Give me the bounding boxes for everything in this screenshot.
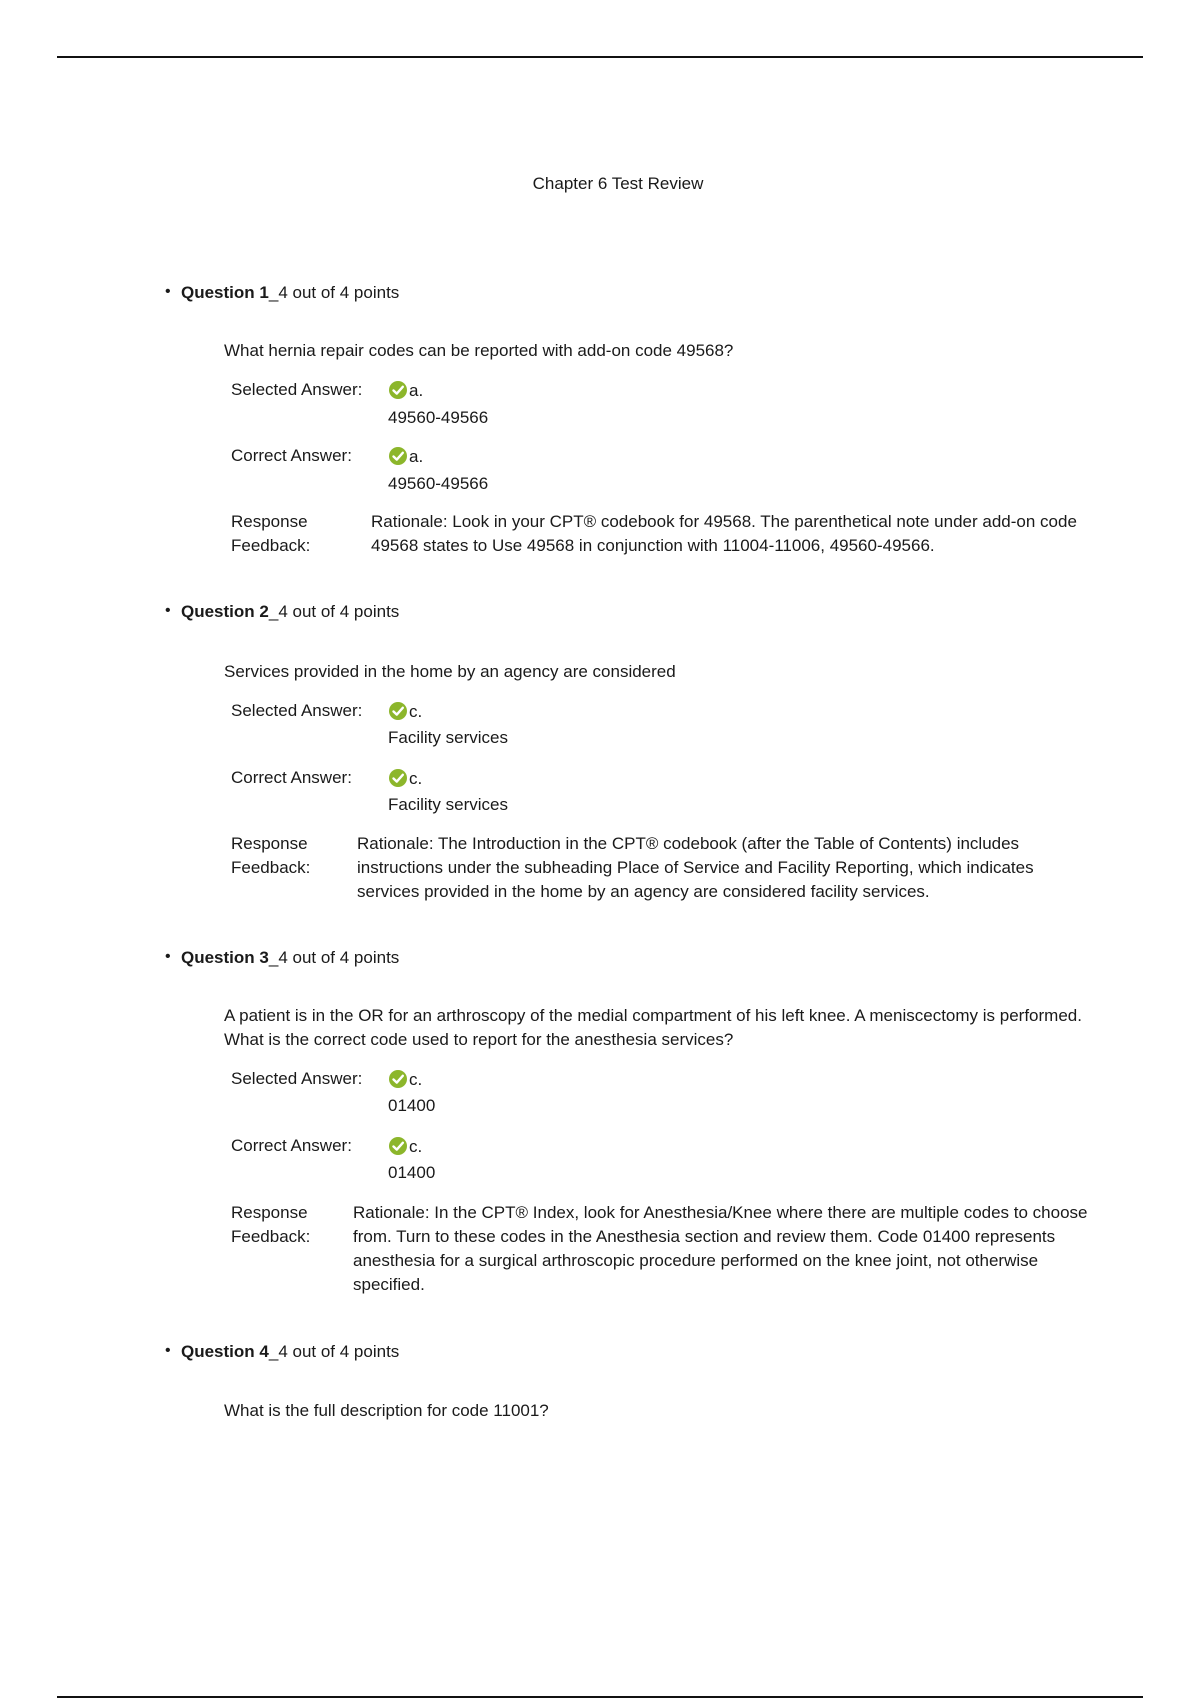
- response-label: Response: [231, 512, 308, 531]
- selected-answer-label: Selected Answer:: [231, 701, 363, 720]
- check-circle-icon: [388, 768, 408, 788]
- question-text: Services provided in the home by an agency are considered: [224, 662, 676, 681]
- response-feedback-text: Rationale: The Introduction in the CPT® codebook (after the Table of Contents) includes instructions under the subheading Place of Service and Facility Reporting, which indicates services provided in the home by an agency are considered facility services.: [357, 834, 1034, 901]
- question-text: What hernia repair codes can be reported with add-on code 49568?: [224, 341, 734, 360]
- response-feedback-text: Rationale: In the CPT® Index, look for Anesthesia/Knee where there are multiple codes to choose from. Turn to these codes in the Anesthesia section and review them. Code 01400 represents anesthesia for a surgical arthroscopic procedure performed on the knee joint, not otherwise specified.: [353, 1203, 1088, 1294]
- bullet-icon: •: [165, 283, 171, 300]
- selected-answer-label: Selected Answer:: [231, 1069, 363, 1088]
- selected-answer-value: 01400: [388, 1096, 436, 1115]
- question-points: _4 out of 4 points: [268, 948, 400, 967]
- correct-answer: [388, 768, 422, 789]
- bullet-icon: •: [165, 1342, 171, 1359]
- check-circle-icon: [388, 380, 408, 400]
- page-title: Chapter 6 Test Review: [532, 174, 704, 193]
- response-label: Response: [231, 1203, 308, 1222]
- question-text: What is the full description for code 11001?: [224, 1401, 549, 1420]
- feedback-label: Feedback:: [231, 1227, 311, 1246]
- question-number: Question 3: [181, 948, 269, 967]
- correct-answer-letter: c.: [409, 769, 423, 788]
- correct-answer-label: Correct Answer:: [231, 446, 352, 465]
- selected-answer: [388, 701, 422, 722]
- correct-answer-letter: a.: [409, 447, 424, 466]
- question-number: Question 2: [181, 602, 269, 621]
- correct-answer: [388, 446, 423, 467]
- correct-answer-value: 01400: [388, 1163, 436, 1182]
- selected-answer-letter: a.: [409, 381, 424, 400]
- question-text: A patient is in the OR for an arthroscopy of the medial compartment of his left knee. A meniscectomy is performed. What is the correct code used to report for the anesthesia services?: [224, 1006, 1082, 1049]
- correct-answer-label: Correct Answer:: [231, 768, 352, 787]
- question-heading: [165, 948, 400, 968]
- correct-answer: [388, 1136, 422, 1157]
- correct-answer-value: 49560-49566: [388, 474, 489, 493]
- question-points: _4 out of 4 points: [268, 1342, 400, 1361]
- response-feedback-label: [231, 1201, 310, 1249]
- selected-answer-value: Facility services: [388, 728, 508, 747]
- question-number: Question 1: [181, 283, 269, 302]
- correct-answer-value: Facility services: [388, 795, 508, 814]
- question-points: _4 out of 4 points: [268, 602, 400, 621]
- question-points: _4 out of 4 points: [268, 283, 400, 302]
- feedback-label: Feedback:: [231, 858, 311, 877]
- question-heading: [165, 602, 400, 622]
- selected-answer: [388, 1069, 422, 1090]
- bullet-icon: •: [165, 602, 171, 619]
- selected-answer: [388, 380, 423, 401]
- response-feedback-label: [231, 510, 310, 558]
- bullet-icon: •: [165, 948, 171, 965]
- header-rule: [57, 56, 1143, 58]
- check-circle-icon: [388, 1136, 408, 1156]
- footer-rule: [57, 1696, 1143, 1698]
- selected-answer-letter: c.: [409, 1070, 423, 1089]
- response-feedback-label: [231, 832, 310, 880]
- check-circle-icon: [388, 446, 408, 466]
- response-feedback-text: Rationale: Look in your CPT® codebook for 49568. The parenthetical note under add-on code 49568 states to Use 49568 in conjunction with 11004-11006, 49560-49566.: [371, 512, 1077, 555]
- check-circle-icon: [388, 701, 408, 721]
- response-label: Response: [231, 834, 308, 853]
- check-circle-icon: [388, 1069, 408, 1089]
- selected-answer-letter: c.: [409, 702, 423, 721]
- selected-answer-label: Selected Answer:: [231, 380, 363, 399]
- feedback-label: Feedback:: [231, 536, 311, 555]
- question-number: Question 4: [181, 1342, 269, 1361]
- correct-answer-label: Correct Answer:: [231, 1136, 352, 1155]
- question-heading: [165, 1342, 400, 1362]
- selected-answer-value: 49560-49566: [388, 408, 489, 427]
- question-heading: [165, 283, 400, 303]
- correct-answer-letter: c.: [409, 1137, 423, 1156]
